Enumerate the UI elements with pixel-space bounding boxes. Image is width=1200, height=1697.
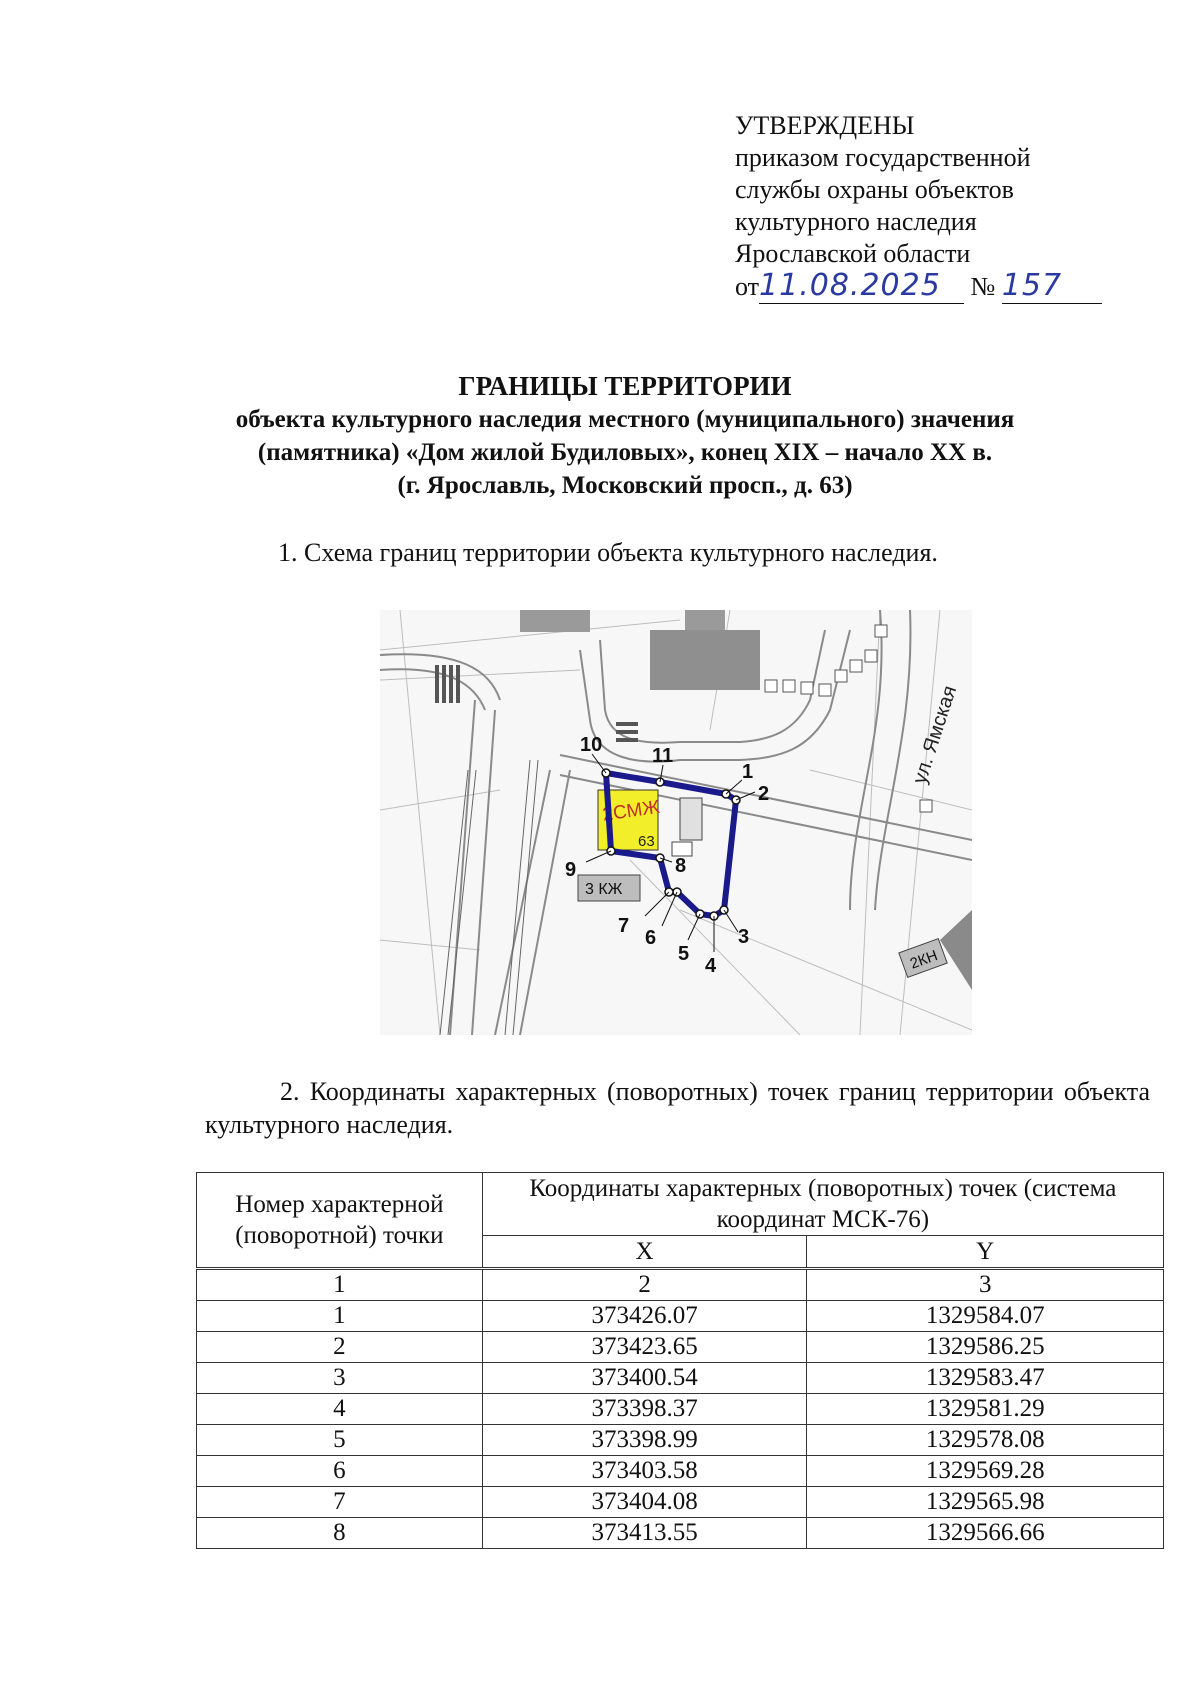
title-main: ГРАНИЦЫ ТЕРРИТОРИИ	[458, 371, 792, 401]
point-label: 2	[758, 783, 770, 805]
date-prefix: от	[735, 272, 760, 301]
cell-y: 1329584.07	[807, 1301, 1164, 1332]
approval-date-line	[735, 270, 1102, 304]
column-number: 1	[197, 1269, 483, 1301]
point-label: 5	[678, 943, 690, 965]
cell-y: 1329583.47	[807, 1363, 1164, 1394]
table-row	[197, 1332, 1164, 1363]
street-label: ул. Ямская	[908, 683, 962, 787]
cell-x: 373413.55	[482, 1518, 807, 1549]
title-line: (г. Ярославль, Московский просп., д. 63)	[397, 472, 853, 499]
number-prefix: №	[970, 272, 996, 301]
building-number: 63	[638, 833, 655, 850]
cell-point: 1	[197, 1301, 483, 1332]
cell-y: 1329581.29	[807, 1394, 1164, 1425]
column-number-row	[197, 1269, 1164, 1301]
table-row	[197, 1487, 1164, 1518]
table-row	[197, 1518, 1164, 1549]
boundary-map	[380, 610, 972, 1035]
approval-line: УТВЕРЖДЕНЫ	[735, 111, 915, 140]
table-row	[197, 1425, 1164, 1456]
cell-point: 8	[197, 1518, 483, 1549]
header-coordinates: Координаты характерных (поворотных) точек (система координат МСК-76)	[482, 1173, 1163, 1236]
approval-line: Ярославской области	[735, 239, 971, 268]
label-2kn: 2КН	[907, 947, 940, 973]
approval-block	[735, 110, 1102, 304]
cell-x: 373400.54	[482, 1363, 807, 1394]
handwritten-date: 11.08.2025	[759, 268, 941, 303]
building-label: 2СМЖ	[601, 796, 662, 826]
document-title	[150, 370, 1100, 502]
header-point-number: Номер характерной (поворотной) точки	[197, 1173, 483, 1269]
point-label: 9	[565, 859, 577, 881]
point-label: 4	[705, 955, 717, 977]
point-label: 6	[645, 927, 657, 949]
cell-y: 1329566.66	[807, 1518, 1164, 1549]
cell-y: 1329565.98	[807, 1487, 1164, 1518]
table-row	[197, 1363, 1164, 1394]
cell-x: 373423.65	[482, 1332, 807, 1363]
cell-x: 373403.58	[482, 1456, 807, 1487]
cell-y: 1329586.25	[807, 1332, 1164, 1363]
table-row	[197, 1301, 1164, 1332]
cell-x: 373398.99	[482, 1425, 807, 1456]
cell-point: 2	[197, 1332, 483, 1363]
handwritten-number: 157	[1001, 268, 1063, 303]
label-3kzh: 3 КЖ	[585, 881, 623, 898]
table-row	[197, 1456, 1164, 1487]
approval-line: культурного наследия	[735, 207, 977, 236]
column-number: 2	[482, 1269, 807, 1301]
cell-point: 5	[197, 1425, 483, 1456]
point-label: 1	[742, 761, 754, 783]
coordinates-table	[196, 1172, 1164, 1549]
point-label: 3	[738, 926, 750, 948]
title-line: объекта культурного наследия местного (муниципального) значения	[235, 406, 1015, 433]
point-label: 10	[580, 734, 603, 756]
title-line: (памятника) «Дом жилой Будиловых», конец XIX – начало XX в.	[257, 439, 993, 466]
cell-point: 6	[197, 1456, 483, 1487]
approval-line: службы охраны объектов	[735, 175, 1014, 204]
cell-x: 373426.07	[482, 1301, 807, 1332]
cell-x: 373398.37	[482, 1394, 807, 1425]
table-row	[197, 1394, 1164, 1425]
cell-y: 1329569.28	[807, 1456, 1164, 1487]
approval-line: приказом государственной	[735, 143, 1031, 172]
header-x: X	[482, 1236, 807, 1269]
cell-y: 1329578.08	[807, 1425, 1164, 1456]
section-1-heading: 1. Схема границ территории объекта культурного наследия.	[278, 538, 938, 567]
header-y: Y	[807, 1236, 1164, 1269]
section-2-heading: 2. Координаты характерных (поворотных) точек границ территории объекта культурного наследия.	[205, 1077, 1150, 1139]
cell-x: 373404.08	[482, 1487, 807, 1518]
point-label: 8	[675, 855, 687, 877]
cell-point: 7	[197, 1487, 483, 1518]
cell-point: 3	[197, 1363, 483, 1394]
point-label: 11	[652, 745, 674, 767]
point-label: 7	[618, 915, 630, 937]
cell-point: 4	[197, 1394, 483, 1425]
column-number: 3	[807, 1269, 1164, 1301]
